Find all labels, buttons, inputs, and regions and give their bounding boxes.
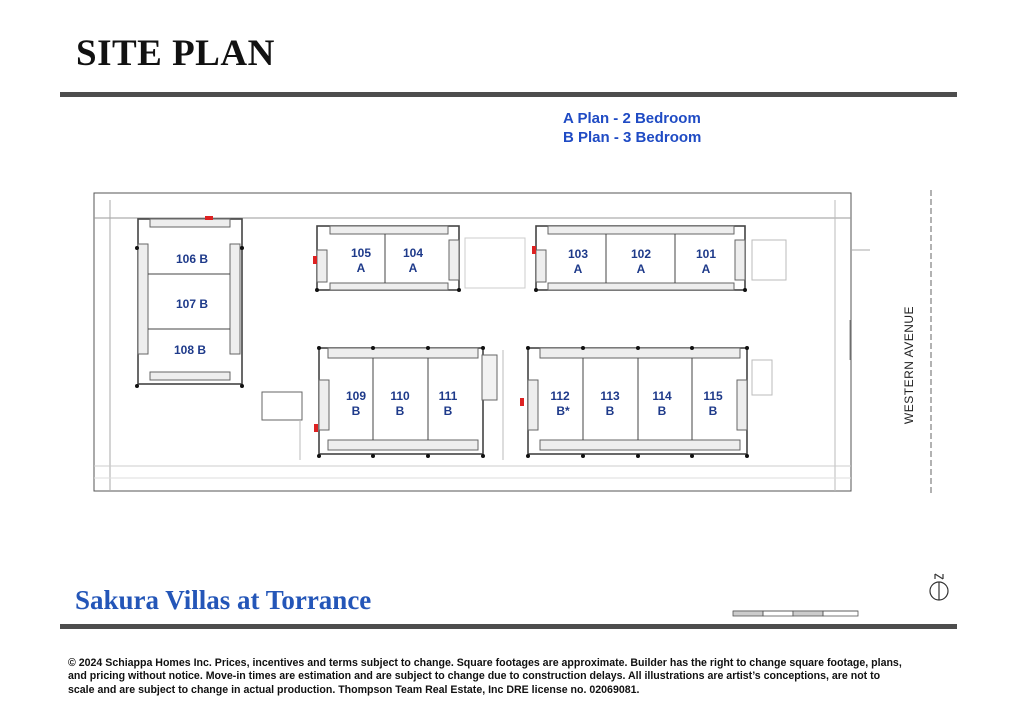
page-title: SITE PLAN xyxy=(76,33,275,74)
unit-115-plan: B xyxy=(708,404,718,418)
unit-113-label: 113 xyxy=(600,389,620,403)
unit-114-plan: B xyxy=(657,404,667,418)
street-label: WESTERN AVENUE xyxy=(902,305,916,425)
building-104-105 xyxy=(317,226,459,290)
unit-111-plan: B xyxy=(443,404,453,418)
unit-104-plan: A xyxy=(408,261,418,275)
unit-104-label: 104 xyxy=(402,246,424,260)
unit-103-label: 103 xyxy=(567,247,589,261)
unit-113-plan: B xyxy=(605,404,615,418)
unit-106-label: 106 B xyxy=(175,252,209,266)
legend-a-plan: A Plan - 2 Bedroom xyxy=(563,110,701,127)
north-arrow-icon xyxy=(930,574,948,600)
unit-102-plan: A xyxy=(636,262,646,276)
unit-109-label: 109 xyxy=(345,389,367,403)
unit-115-label: 115 xyxy=(703,389,723,403)
scale-bar-icon xyxy=(733,611,858,616)
unit-102-label: 102 xyxy=(630,247,652,261)
legal-disclaimer: © 2024 Schiappa Homes Inc. Prices, incentives and terms subject to change. Square footages are approximate. Builder has the right to change square footage, plans, and pricing without notice. Move-in times are estimation and are subject to change due to construction delays. All illustrations are artist’s conceptions, are not to scale and are subject to change in actual production. Thompson Team Real Estate, Inc DRE license no. 02069081. xyxy=(68,657,902,696)
unit-105-label: 105 xyxy=(350,246,372,260)
unit-103-plan: A xyxy=(573,262,583,276)
unit-111-label: 111 xyxy=(438,389,458,403)
project-name: Sakura Villas at Torrance xyxy=(75,585,372,615)
unit-105-plan: A xyxy=(356,261,366,275)
unit-101-plan: A xyxy=(701,262,711,276)
unit-108-label: 108 B xyxy=(173,343,207,357)
bottom-divider xyxy=(60,624,957,629)
unit-114-label: 114 xyxy=(652,389,672,403)
unit-112-plan: B* xyxy=(556,404,570,418)
unit-110-plan: B xyxy=(395,404,405,418)
unit-110-label: 110 xyxy=(390,389,410,403)
unit-112-label: 112 xyxy=(550,389,570,403)
unit-101-label: 101 xyxy=(695,247,717,261)
unit-107-label: 107 B xyxy=(175,297,209,311)
legend-b-plan: B Plan - 3 Bedroom xyxy=(563,129,702,146)
unit-109-plan: B xyxy=(351,404,361,418)
